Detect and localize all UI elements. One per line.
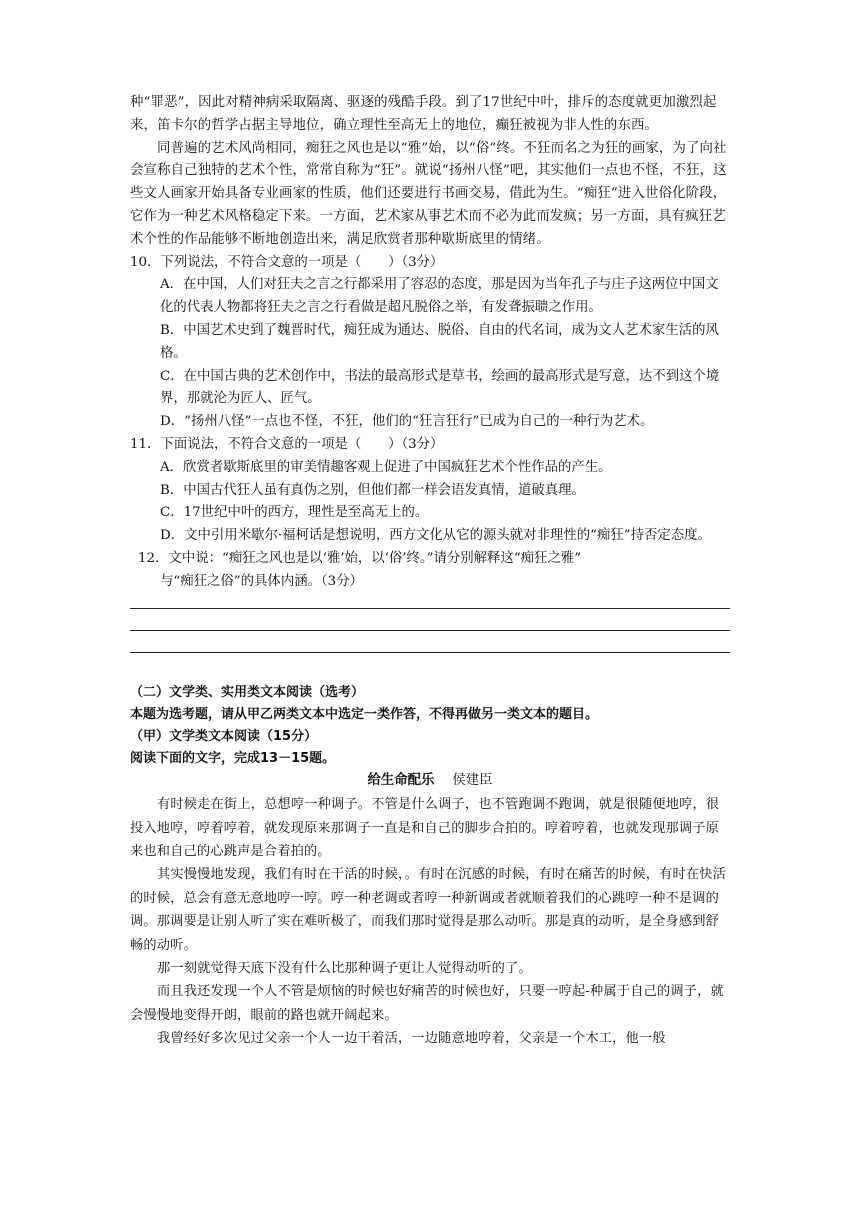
story-paragraph-2: 其实慢慢地发现，我们有时在干活的时候，。有时在沉感的时候，有时在痛苦的时候，有时在快活的时候，总会有意无意地哼一哼。哼一种老调或者哼一种新调或者就顺着我们的心跳哼一种不是调的调。那调要是让别人听了实在难听极了，而我们那时觉得是那么动听。那是真的动听，是全身感到舒畅的动听。 — [130, 867, 727, 953]
question-11-option-b: B．中国古代狂人虽有真伪之别，但他们都一样会语发真情，道破真理。 — [160, 482, 585, 498]
story-paragraph-1: 有时候走在街上，总想哼一种调子。不管是什么调子，也不管跑调不跑调，就是很随便地哼，很投入地哼，哼着哼着，就发现原来那调子一直是和自己的脚步合拍的。哼着哼着，也就发现那调子原来也和自己的心跳声是合着拍的。 — [130, 797, 720, 859]
question-11-option-d: D．文中引用米歇尔·福柯话是想说明，西方文化从它的源头就对非理性的“痴狂”持否定态度。 — [160, 528, 711, 544]
question-10-option-b: B．中国艺术史到了魏晋时代，痴狂成为通达、脱俗、自由的代名词，成为文人艺术家生活的风格。 — [160, 322, 719, 361]
story-title: 给生命配乐 — [367, 773, 435, 789]
question-10-option-d: D．“扬州八怪”一点也不怪，不狂，他们的“狂言狂行”已成为自己的一种行为艺术。 — [160, 414, 654, 430]
story-author: 侯建臣 — [452, 773, 493, 789]
question-12 — [130, 548, 730, 594]
question-10-option-a: A．在中国，人们对狂夫之言之行都采用了容忍的态度，那是因为当年孔子与庄子这两位中国文化的代表人物都将狂夫之言之行看做是超凡脱俗之举，有发聋振聩之作用。 — [160, 277, 719, 316]
passage-paragraph-2: 同普遍的艺术风尚相同，痴狂之风也是以“雅”始，以“俗”终。不狂而名之为狂的画家，为了向社会宣称自己独特的艺术个性，常常自称为“狂”。就说“扬州八怪”吧，其实他们一点也不怪，不狂，这些文人画家开始具备专业画家的性质，他们还要进行书画交易，借此为生。“痴狂”进入世俗化阶段，它作为一种艺术风格稳定下来。一方面，艺术家从事艺术而不必为此而发疯；另一方面，具有疯狂艺术个性的作品能够不断地创造出来，满足欣赏者那种歇斯底里的情绪。 — [130, 140, 727, 247]
question-12-line-2: 与“痴狂之俗”的具体内涵。（3分） — [160, 573, 363, 589]
story-title-row — [130, 770, 730, 793]
section-2-heading: （二）文学类、实用类文本阅读（选考） — [130, 684, 365, 700]
section-2-read-prompt: 阅读下面的文字，完成13－15题。 — [130, 751, 336, 767]
question-12-line-1: 12．文中说：“痴狂之风也是以‘雅’始，以‘俗’终。”请分别解释这“痴狂之雅” — [138, 550, 582, 566]
question-11-option-a: A．欣赏者歇斯底里的审美情趣客观上促进了中国疯狂艺术个性作品的产生。 — [160, 459, 612, 475]
exam-page — [130, 92, 730, 1051]
story-paragraph-4: 而且我还发现一个人不管是烦恼的时候也好痛苦的时候也好，只要一哼起-种属于自己的调子，就会慢慢地变得开朗，眼前的路也就开阔起来。 — [130, 984, 724, 1023]
story-paragraph-5: 我曾经好多次见过父亲一个人一边干着活，一边随意地哼着，父亲是一个木工，他一般 — [157, 1031, 666, 1047]
question-11 — [130, 434, 730, 548]
answer-line[interactable] — [130, 652, 730, 674]
answer-line[interactable] — [130, 608, 730, 630]
story-paragraph-3: 那一刻就觉得天底下没有什么比那种调子更让人觉得动听的了。 — [157, 960, 532, 976]
question-10-stem: 10．下列说法，不符合文意的一项是（ ）（3分） — [130, 254, 444, 270]
question-11-option-c: C．17世纪中叶的西方，理性是至高无上的。 — [160, 505, 429, 521]
question-10-option-c: C．在中国古典的艺术创作中，书法的最高形式是草书，绘画的最高形式是写意，达不到这个境界，那就沦为匠人、匠气。 — [160, 368, 720, 407]
passage-paragraph-1: 种“罪恶”，因此对精神病采取隔离、驱逐的残酷手段。到了17世纪中叶，排斥的态度就更加激烈起来，笛卡尔的哲学占据主导地位，确立理性至高无上的地位，癫狂被视为非人性的东西。 — [130, 95, 717, 133]
answer-line[interactable] — [130, 630, 730, 652]
question-10 — [130, 252, 730, 434]
answer-lines — [130, 608, 730, 674]
section-2-sub-heading: （甲）文学类文本阅读（15分） — [130, 728, 318, 744]
question-11-stem: 11．下面说法，不符合文意的一项是（ ）（3分） — [130, 436, 444, 452]
section-2-instruction: 本题为选考题，请从甲乙两类文本中选定一类作答，不得再做另一类文本的题目。 — [130, 706, 599, 722]
